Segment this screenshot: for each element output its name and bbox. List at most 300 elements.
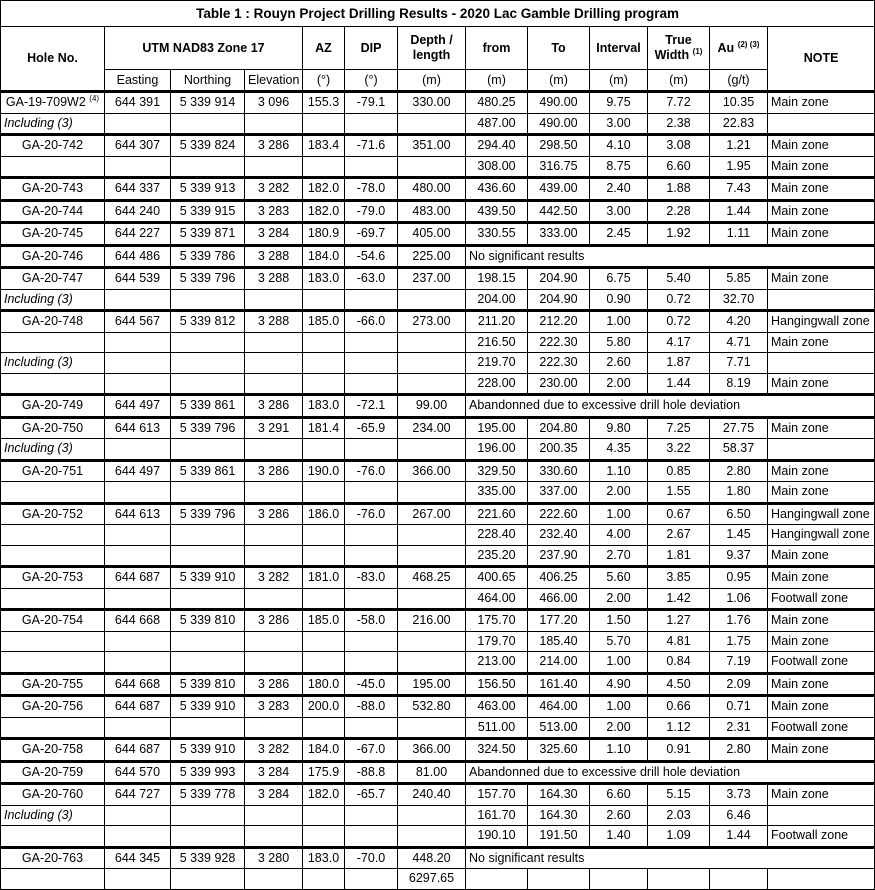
cell-to	[528, 869, 590, 890]
cell-az: 185.0	[303, 311, 345, 333]
cell-to: 204.80	[528, 417, 590, 439]
cell-interval: 3.00	[590, 200, 648, 223]
table-row	[1, 113, 875, 135]
cell-interval: 6.75	[590, 268, 648, 290]
cell-to: 439.00	[528, 178, 590, 201]
cell-to: 464.00	[528, 696, 590, 718]
cell-elevation	[245, 289, 303, 311]
table-row	[1, 395, 875, 418]
cell-true-width: 1.09	[648, 826, 710, 848]
cell-to: 204.90	[528, 289, 590, 311]
cell-northing: 5 339 812	[171, 311, 245, 333]
cell-az	[303, 805, 345, 826]
cell-from: 204.00	[466, 289, 528, 311]
cell-az	[303, 289, 345, 311]
cell-to: 200.35	[528, 439, 590, 461]
cell-note: Main zone	[768, 567, 875, 589]
cell-result-remark: Abandonned due to excessive drill hole deviation	[466, 395, 875, 418]
cell-az: 200.0	[303, 696, 345, 718]
cell-northing	[171, 439, 245, 461]
cell-easting: 644 497	[105, 460, 171, 482]
cell-northing	[171, 289, 245, 311]
cell-to: 222.30	[528, 332, 590, 353]
cell-hole-no	[1, 482, 105, 504]
cell-easting: 644 668	[105, 673, 171, 696]
cell-note	[768, 353, 875, 374]
cell-note	[768, 869, 875, 890]
cell-to: 325.60	[528, 739, 590, 762]
table-row	[1, 482, 875, 504]
cell-note: Footwall zone	[768, 717, 875, 739]
cell-elevation: 3 286	[245, 395, 303, 418]
subheader-elevation: Elevation	[245, 70, 303, 92]
cell-true-width: 0.72	[648, 289, 710, 311]
table-row	[1, 567, 875, 589]
cell-interval: 4.10	[590, 135, 648, 157]
cell-from: 216.50	[466, 332, 528, 353]
subheader-from-unit: (m)	[466, 70, 528, 92]
cell-interval: 2.00	[590, 588, 648, 610]
cell-az: 182.0	[303, 178, 345, 201]
cell-dip	[345, 869, 398, 890]
cell-au: 7.71	[710, 353, 768, 374]
cell-easting	[105, 869, 171, 890]
table-row	[1, 503, 875, 525]
cell-true-width	[648, 869, 710, 890]
cell-depth: 330.00	[398, 92, 466, 114]
cell-easting	[105, 826, 171, 848]
cell-easting: 644 345	[105, 847, 171, 869]
cell-depth	[398, 652, 466, 674]
cell-true-width: 4.50	[648, 673, 710, 696]
cell-hole-no: Including (3)	[1, 353, 105, 374]
cell-easting	[105, 525, 171, 546]
cell-to: 316.75	[528, 156, 590, 178]
cell-easting: 644 613	[105, 417, 171, 439]
cell-from: 308.00	[466, 156, 528, 178]
cell-au	[710, 869, 768, 890]
table-row	[1, 610, 875, 632]
cell-from: 219.70	[466, 353, 528, 374]
cell-northing	[171, 652, 245, 674]
cell-northing: 5 339 910	[171, 696, 245, 718]
cell-interval: 9.75	[590, 92, 648, 114]
cell-depth: 448.20	[398, 847, 466, 869]
cell-az: 155.3	[303, 92, 345, 114]
cell-au: 1.21	[710, 135, 768, 157]
cell-northing: 5 339 810	[171, 673, 245, 696]
cell-depth	[398, 113, 466, 135]
cell-depth	[398, 631, 466, 652]
cell-from: 221.60	[466, 503, 528, 525]
cell-dip	[345, 482, 398, 504]
cell-hole-no: Including (3)	[1, 113, 105, 135]
cell-dip: -70.0	[345, 847, 398, 869]
header-true-width: True Width $^{(1)}$	[648, 27, 710, 70]
cell-northing: 5 339 796	[171, 417, 245, 439]
cell-elevation	[245, 353, 303, 374]
cell-interval: 2.45	[590, 223, 648, 246]
cell-hole-no	[1, 631, 105, 652]
cell-interval: 2.70	[590, 545, 648, 567]
cell-easting: 644 337	[105, 178, 171, 201]
table-row	[1, 525, 875, 546]
cell-az: 183.0	[303, 847, 345, 869]
cell-elevation: 3 283	[245, 200, 303, 223]
cell-true-width: 5.15	[648, 784, 710, 806]
cell-au: 1.06	[710, 588, 768, 610]
cell-depth: 405.00	[398, 223, 466, 246]
table-row	[1, 761, 875, 784]
cell-depth: 532.80	[398, 696, 466, 718]
cell-depth	[398, 717, 466, 739]
cell-dip: -88.8	[345, 761, 398, 784]
cell-az: 183.0	[303, 395, 345, 418]
header-note: NOTE	[768, 27, 875, 92]
cell-true-width: 3.85	[648, 567, 710, 589]
cell-interval: 9.80	[590, 417, 648, 439]
cell-northing: 5 339 824	[171, 135, 245, 157]
cell-result-remark: Abandonned due to excessive drill hole deviation	[466, 761, 875, 784]
header-au: Au $^{(2) (3)}$	[710, 27, 768, 70]
cell-true-width: 3.08	[648, 135, 710, 157]
cell-elevation	[245, 156, 303, 178]
cell-depth: 234.00	[398, 417, 466, 439]
cell-elevation: 3 288	[245, 311, 303, 333]
cell-az: 184.0	[303, 245, 345, 268]
cell-note: Main zone	[768, 373, 875, 395]
cell-from: 329.50	[466, 460, 528, 482]
header-depth: Depth / length	[398, 27, 466, 70]
cell-depth	[398, 545, 466, 567]
cell-northing	[171, 525, 245, 546]
cell-dip	[345, 826, 398, 848]
cell-dip: -83.0	[345, 567, 398, 589]
cell-elevation: 3 286	[245, 503, 303, 525]
cell-au: 32.70	[710, 289, 768, 311]
cell-easting	[105, 332, 171, 353]
cell-note: Main zone	[768, 200, 875, 223]
cell-true-width: 2.38	[648, 113, 710, 135]
cell-note: Footwall zone	[768, 588, 875, 610]
cell-au: 6.46	[710, 805, 768, 826]
cell-note: Main zone	[768, 178, 875, 201]
cell-depth: 273.00	[398, 311, 466, 333]
cell-hole-no: GA-20-749	[1, 395, 105, 418]
cell-elevation: 3 284	[245, 761, 303, 784]
cell-dip: -79.0	[345, 200, 398, 223]
header-interval: Interval	[590, 27, 648, 70]
cell-elevation: 3 288	[245, 268, 303, 290]
cell-hole-no: Including (3)	[1, 439, 105, 461]
cell-northing: 5 339 810	[171, 610, 245, 632]
table-row	[1, 311, 875, 333]
cell-from: 213.00	[466, 652, 528, 674]
cell-elevation	[245, 588, 303, 610]
cell-interval: 4.35	[590, 439, 648, 461]
cell-from: 511.00	[466, 717, 528, 739]
cell-easting	[105, 373, 171, 395]
cell-az	[303, 545, 345, 567]
cell-depth: 366.00	[398, 460, 466, 482]
cell-az	[303, 439, 345, 461]
cell-depth: 81.00	[398, 761, 466, 784]
cell-true-width: 1.81	[648, 545, 710, 567]
cell-northing	[171, 869, 245, 890]
cell-easting	[105, 652, 171, 674]
cell-note: Main zone	[768, 673, 875, 696]
cell-az: 182.0	[303, 784, 345, 806]
cell-dip	[345, 113, 398, 135]
cell-result-remark: No significant results	[466, 245, 875, 268]
cell-interval: 4.00	[590, 525, 648, 546]
cell-az	[303, 373, 345, 395]
cell-au: 1.95	[710, 156, 768, 178]
cell-interval: 1.00	[590, 696, 648, 718]
cell-interval: 2.60	[590, 353, 648, 374]
cell-au: 2.80	[710, 460, 768, 482]
cell-az: 183.0	[303, 268, 345, 290]
cell-depth: 366.00	[398, 739, 466, 762]
table-row	[1, 200, 875, 223]
cell-easting	[105, 588, 171, 610]
cell-hole-no: GA-20-750	[1, 417, 105, 439]
cell-interval: 1.00	[590, 311, 648, 333]
cell-hole-no: GA-19-709W2 $^{(4)}$	[1, 92, 105, 114]
cell-depth: 480.00	[398, 178, 466, 201]
cell-hole-no: GA-20-759	[1, 761, 105, 784]
cell-elevation	[245, 439, 303, 461]
cell-elevation	[245, 805, 303, 826]
cell-hole-no: GA-20-763	[1, 847, 105, 869]
cell-easting: 644 497	[105, 395, 171, 418]
cell-dip	[345, 545, 398, 567]
cell-northing	[171, 826, 245, 848]
cell-hole-no: GA-20-756	[1, 696, 105, 718]
cell-to: 204.90	[528, 268, 590, 290]
cell-hole-no	[1, 156, 105, 178]
cell-hole-no	[1, 525, 105, 546]
cell-note	[768, 113, 875, 135]
cell-true-width: 0.85	[648, 460, 710, 482]
cell-interval: 5.60	[590, 567, 648, 589]
cell-from: 211.20	[466, 311, 528, 333]
cell-to: 490.00	[528, 113, 590, 135]
cell-true-width: 0.67	[648, 503, 710, 525]
cell-to: 191.50	[528, 826, 590, 848]
cell-from: 480.25	[466, 92, 528, 114]
cell-au: 5.85	[710, 268, 768, 290]
cell-easting	[105, 439, 171, 461]
cell-au: 1.76	[710, 610, 768, 632]
cell-hole-no: GA-20-742	[1, 135, 105, 157]
cell-northing	[171, 631, 245, 652]
cell-from: 464.00	[466, 588, 528, 610]
cell-az	[303, 869, 345, 890]
cell-hole-no: GA-20-751	[1, 460, 105, 482]
cell-hole-no: GA-20-754	[1, 610, 105, 632]
cell-true-width: 1.88	[648, 178, 710, 201]
cell-elevation: 3 283	[245, 696, 303, 718]
subheader-az-unit: (°)	[303, 70, 345, 92]
cell-interval: 8.75	[590, 156, 648, 178]
cell-true-width: 4.17	[648, 332, 710, 353]
cell-dip	[345, 588, 398, 610]
cell-elevation	[245, 332, 303, 353]
cell-to: 222.30	[528, 353, 590, 374]
cell-northing: 5 339 914	[171, 92, 245, 114]
cell-interval: 2.40	[590, 178, 648, 201]
cell-hole-no	[1, 869, 105, 890]
cell-depth: 351.00	[398, 135, 466, 157]
cell-az: 180.0	[303, 673, 345, 696]
cell-northing	[171, 332, 245, 353]
cell-from: 400.65	[466, 567, 528, 589]
cell-depth	[398, 373, 466, 395]
cell-dip	[345, 631, 398, 652]
cell-az	[303, 525, 345, 546]
cell-true-width: 0.91	[648, 739, 710, 762]
cell-au: 1.45	[710, 525, 768, 546]
cell-true-width: 2.28	[648, 200, 710, 223]
table-row	[1, 353, 875, 374]
cell-depth	[398, 482, 466, 504]
footnote-marker: (4)	[89, 94, 100, 104]
cell-hole-no: GA-20-746	[1, 245, 105, 268]
cell-to: 177.20	[528, 610, 590, 632]
cell-easting: 644 687	[105, 696, 171, 718]
cell-az: 180.9	[303, 223, 345, 246]
cell-northing: 5 339 861	[171, 395, 245, 418]
cell-to: 237.90	[528, 545, 590, 567]
cell-true-width: 2.03	[648, 805, 710, 826]
cell-dip: -65.7	[345, 784, 398, 806]
subheader-northing: Northing	[171, 70, 245, 92]
cell-from: 196.00	[466, 439, 528, 461]
cell-interval: 1.00	[590, 503, 648, 525]
cell-note: Main zone	[768, 223, 875, 246]
cell-dip: -65.9	[345, 417, 398, 439]
table-row	[1, 805, 875, 826]
cell-note: Main zone	[768, 156, 875, 178]
cell-dip: -45.0	[345, 673, 398, 696]
cell-hole-no: GA-20-745	[1, 223, 105, 246]
cell-from: 228.00	[466, 373, 528, 395]
cell-au: 1.75	[710, 631, 768, 652]
subheader-easting: Easting	[105, 70, 171, 92]
table-row	[1, 460, 875, 482]
cell-hole-no	[1, 717, 105, 739]
cell-from: 190.10	[466, 826, 528, 848]
cell-easting: 644 613	[105, 503, 171, 525]
cell-easting: 644 227	[105, 223, 171, 246]
cell-depth	[398, 588, 466, 610]
cell-true-width: 4.81	[648, 631, 710, 652]
cell-from: 198.15	[466, 268, 528, 290]
cell-note: Main zone	[768, 332, 875, 353]
cell-au: 4.20	[710, 311, 768, 333]
cell-true-width: 0.84	[648, 652, 710, 674]
cell-northing: 5 339 910	[171, 739, 245, 762]
cell-northing: 5 339 871	[171, 223, 245, 246]
cell-depth	[398, 826, 466, 848]
table-row	[1, 784, 875, 806]
cell-easting: 644 539	[105, 268, 171, 290]
cell-interval: 2.60	[590, 805, 648, 826]
table-row	[1, 847, 875, 869]
cell-depth: 99.00	[398, 395, 466, 418]
cell-true-width: 1.87	[648, 353, 710, 374]
cell-northing: 5 339 861	[171, 460, 245, 482]
cell-au: 27.75	[710, 417, 768, 439]
cell-elevation: 3 286	[245, 610, 303, 632]
cell-from: 157.70	[466, 784, 528, 806]
cell-az	[303, 156, 345, 178]
cell-hole-no	[1, 588, 105, 610]
cell-to: 212.20	[528, 311, 590, 333]
subheader-interval-unit: (m)	[590, 70, 648, 92]
cell-hole-no	[1, 826, 105, 848]
cell-az: 190.0	[303, 460, 345, 482]
cell-az	[303, 113, 345, 135]
cell-elevation: 3 284	[245, 784, 303, 806]
cell-easting	[105, 482, 171, 504]
cell-note: Footwall zone	[768, 652, 875, 674]
cell-northing: 5 339 796	[171, 268, 245, 290]
cell-hole-no	[1, 652, 105, 674]
cell-az: 184.0	[303, 739, 345, 762]
cell-easting: 644 391	[105, 92, 171, 114]
cell-true-width: 6.60	[648, 156, 710, 178]
cell-note	[768, 439, 875, 461]
cell-easting: 644 687	[105, 567, 171, 589]
cell-northing: 5 339 910	[171, 567, 245, 589]
cell-hole-no: Including (3)	[1, 805, 105, 826]
cell-depth	[398, 353, 466, 374]
cell-elevation: 3 282	[245, 178, 303, 201]
cell-northing: 5 339 915	[171, 200, 245, 223]
cell-au: 58.37	[710, 439, 768, 461]
cell-to: 185.40	[528, 631, 590, 652]
cell-note: Main zone	[768, 631, 875, 652]
cell-to: 466.00	[528, 588, 590, 610]
cell-note: Main zone	[768, 696, 875, 718]
cell-interval: 3.00	[590, 113, 648, 135]
cell-dip	[345, 805, 398, 826]
cell-from: 161.70	[466, 805, 528, 826]
cell-easting	[105, 289, 171, 311]
cell-to: 330.60	[528, 460, 590, 482]
cell-az: 185.0	[303, 610, 345, 632]
cell-interval: 2.00	[590, 373, 648, 395]
cell-to: 164.30	[528, 805, 590, 826]
cell-from: 195.00	[466, 417, 528, 439]
cell-elevation	[245, 826, 303, 848]
cell-elevation	[245, 482, 303, 504]
cell-au: 1.44	[710, 826, 768, 848]
cell-from	[466, 869, 528, 890]
table-row	[1, 223, 875, 246]
cell-northing: 5 339 928	[171, 847, 245, 869]
table-row	[1, 268, 875, 290]
cell-elevation: 3 288	[245, 245, 303, 268]
cell-dip	[345, 332, 398, 353]
table-row	[1, 332, 875, 353]
cell-northing	[171, 373, 245, 395]
table-row	[1, 135, 875, 157]
cell-au: 4.71	[710, 332, 768, 353]
table-row	[1, 739, 875, 762]
